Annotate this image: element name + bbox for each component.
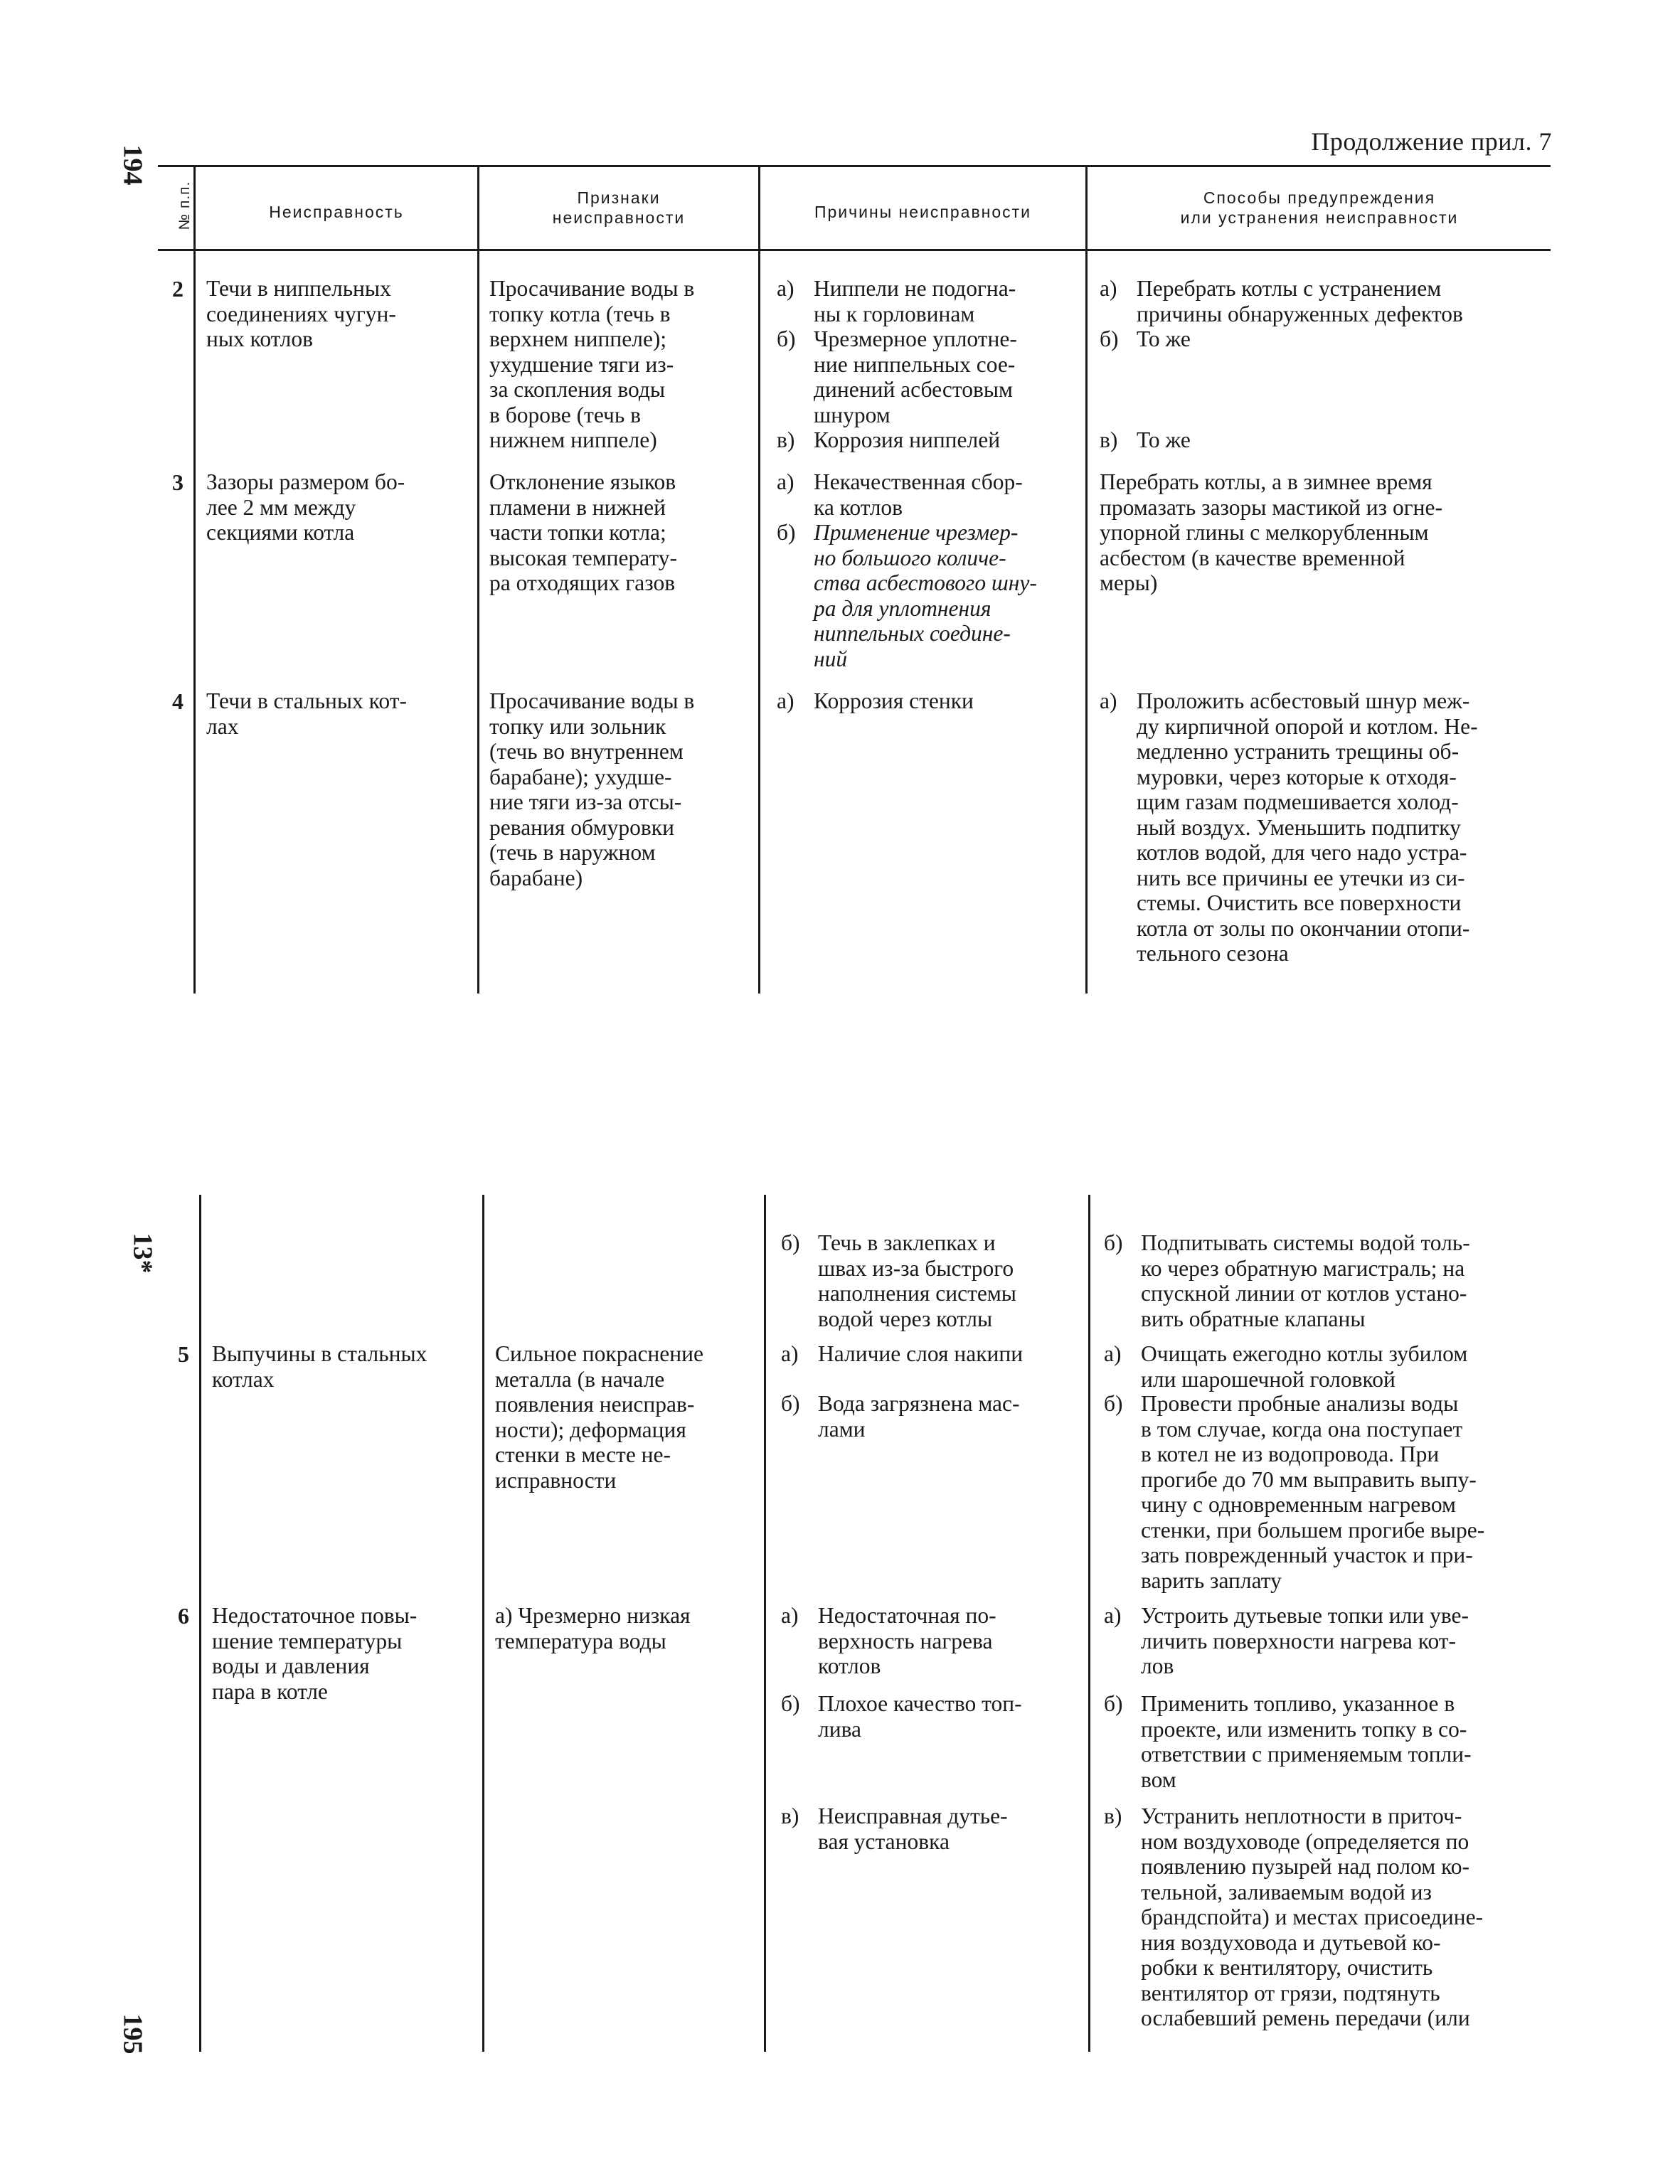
item-text: Перебрать котлы с устранением причины обнаруженных дефектов — [1137, 276, 1463, 326]
col-divider-3-lower — [764, 1195, 766, 2052]
signs-cell: Отклонение языков пламени в нижней части топки котла; высокая температу- ра отходящих газов — [489, 469, 677, 595]
item-text: Устроить дутьевые топки или уве- личить поверхности нагрева кот- лов — [1141, 1603, 1469, 1678]
col-divider-4-lower — [1088, 1195, 1090, 2052]
header-num: № п.п. — [176, 181, 193, 230]
signs-cell: Сильное покраснение металла (в начале появления неисправ- ности); деформация стенки в месте не- исправности — [495, 1341, 703, 1493]
table-top-rule — [158, 165, 1551, 167]
item-label: в) — [1104, 1804, 1122, 1828]
fault-cell: Течи в стальных кот- лах — [206, 688, 407, 739]
item-label: а) — [777, 469, 794, 494]
item-text: Чрезмерное уплотне- ние ниппельных сое- динений асбестовым шнуром — [814, 326, 1017, 427]
item-text: Очищать ежегодно котлы зубилом или шарошечной головкой — [1141, 1341, 1468, 1392]
continuation-title: Продолжение прил. 7 — [1311, 127, 1552, 156]
col-divider-1-lower — [199, 1195, 201, 2052]
signs-cell: Просачивание воды в топку или зольник (течь во внутреннем барабане); ухудше- ние тяги из-за отсы- ревания обмуровки (течь в наружном барабане) — [489, 688, 695, 890]
page-number-13: 13* — [127, 1232, 158, 1274]
fault-cell: Зазоры размером бо- лее 2 мм между секциями котла — [206, 469, 405, 545]
item-label: а) — [781, 1341, 799, 1366]
fault-cell: Течи в ниппельных соединениях чугун- ных котлов — [206, 276, 396, 351]
item-text: Вода загрязнена мас- лами — [818, 1391, 1020, 1442]
item-label: б) — [1100, 326, 1119, 351]
item-text: Проложить асбестовый шнур меж- ду кирпичной опорой и котлом. Не- медленно устранить трещины об- муровки, через которые к отходя- щим газам подмешивается холод- ный воздух. Уменьшить подпитку котлов водой, для чего надо устра- нить все причины ее утечки из си- стемы. Очистить все поверхности котла от золы по окончании отопи- тельного сезона — [1137, 688, 1478, 966]
item-text: То же — [1137, 427, 1191, 452]
col-divider-1 — [193, 166, 196, 994]
signs-cell: Просачивание воды в топку котла (течь в верхнем ниппеле); ухудшение тяги из- за скопления воды в борове (течь в нижнем ниппеле) — [489, 276, 695, 452]
item-label: б) — [781, 1691, 800, 1716]
item-label: а) — [1100, 688, 1117, 713]
item-text: Коррозия стенки — [814, 688, 974, 713]
item-text: Неисправная дутье- вая установка — [818, 1804, 1008, 1854]
item-label: а) — [781, 1603, 799, 1628]
row-number: 6 — [178, 1603, 189, 1629]
fault-cell: Недостаточное повы- шение температуры воды и давления пара в котле — [212, 1603, 418, 1704]
item-text: Плохое качество топ- лива — [818, 1691, 1022, 1742]
item-text: Устранить неплотности в приточ- ном воздуховоде (определяется по появлению пузырей над полом ко- тельной, заливаемым водой из брандспойта) и местах присоедине- ния воздуховода и дутьевой ко- робки к вентилятору, очистить вентилятор от грязи, подтянуть ослабевший ремень передачи (или — [1141, 1804, 1484, 2030]
item-label: а) — [777, 276, 794, 301]
fault-cell: Выпучины в стальных котлах — [212, 1341, 427, 1392]
item-label: в) — [781, 1804, 799, 1828]
item-text: Коррозия ниппелей — [814, 427, 1001, 452]
col-divider-2 — [477, 166, 479, 994]
item-text: Подпитывать системы водой толь- ко через обратную магистраль; на спускной линии от котлов устано- вить обратные клапаны — [1141, 1230, 1470, 1331]
item-text: Применить топливо, указанное в проекте, или изменить топку в со- ответствии с применяемым топли- вом — [1141, 1691, 1472, 1792]
item-label: б) — [777, 520, 796, 545]
page-number-195: 195 — [117, 2013, 148, 2055]
item-label: а) — [1100, 276, 1117, 301]
item-label: б) — [1104, 1230, 1123, 1255]
row-number: 3 — [172, 469, 184, 495]
item-label: а) — [1104, 1341, 1122, 1366]
header-bottom-rule — [158, 249, 1551, 251]
col-divider-4 — [1085, 166, 1088, 994]
col-divider-3 — [758, 166, 760, 994]
header-causes: Причины неисправности — [814, 203, 1032, 221]
item-text: Некачественная сбор- ка котлов — [814, 469, 1023, 520]
item-label: б) — [777, 326, 796, 351]
header-fault: Неисправность — [269, 203, 404, 221]
col-divider-2-lower — [482, 1195, 484, 2052]
row-number: 5 — [178, 1341, 189, 1367]
signs-cell: а) Чрезмерно низкая температура воды — [495, 1603, 691, 1653]
item-text: Ниппели не подогна- ны к горловинам — [814, 276, 1016, 326]
item-label: б) — [781, 1391, 800, 1416]
item-label: б) — [781, 1230, 800, 1255]
item-text: Применение чрезмер- но большого количе- ства асбестового шну- ра для уплотнения ниппельных соедине- ний — [814, 520, 1037, 671]
item-label: а) — [1104, 1603, 1122, 1628]
item-text: Наличие слоя накипи — [818, 1341, 1024, 1366]
row-number: 2 — [172, 276, 184, 302]
item-text: Недостаточная по- верхность нагрева котлов — [818, 1603, 996, 1678]
item-label: б) — [1104, 1691, 1123, 1716]
item-text: Течь в заклепках и швах из-за быстрого наполнения системы водой через котлы — [818, 1230, 1016, 1331]
item-label: б) — [1104, 1391, 1123, 1416]
item-label: в) — [777, 427, 795, 452]
row-number: 4 — [172, 688, 184, 714]
remedy-cell: Перебрать котлы, а в зимнее время промазать зазоры мастикой из огне- упорной глины с мелкорубленным асбестом (в качестве временной меры) — [1100, 469, 1442, 595]
header-remedies: Способы предупреждения или устранения неисправности — [1180, 188, 1459, 227]
item-label: а) — [777, 688, 794, 713]
item-text: Провести пробные анализы воды в том случае, когда она поступает в котел не из водопровода. При прогибе до 70 мм выправить выпу- чину с одновременным нагревом стенки, при большем прогибе выре- зать поврежденный участок и при- варить заплату — [1141, 1391, 1485, 1593]
page-number-194: 194 — [117, 144, 148, 186]
item-text: То же — [1137, 326, 1191, 351]
item-label: в) — [1100, 427, 1118, 452]
header-signs: Признаки неисправности — [552, 188, 686, 227]
